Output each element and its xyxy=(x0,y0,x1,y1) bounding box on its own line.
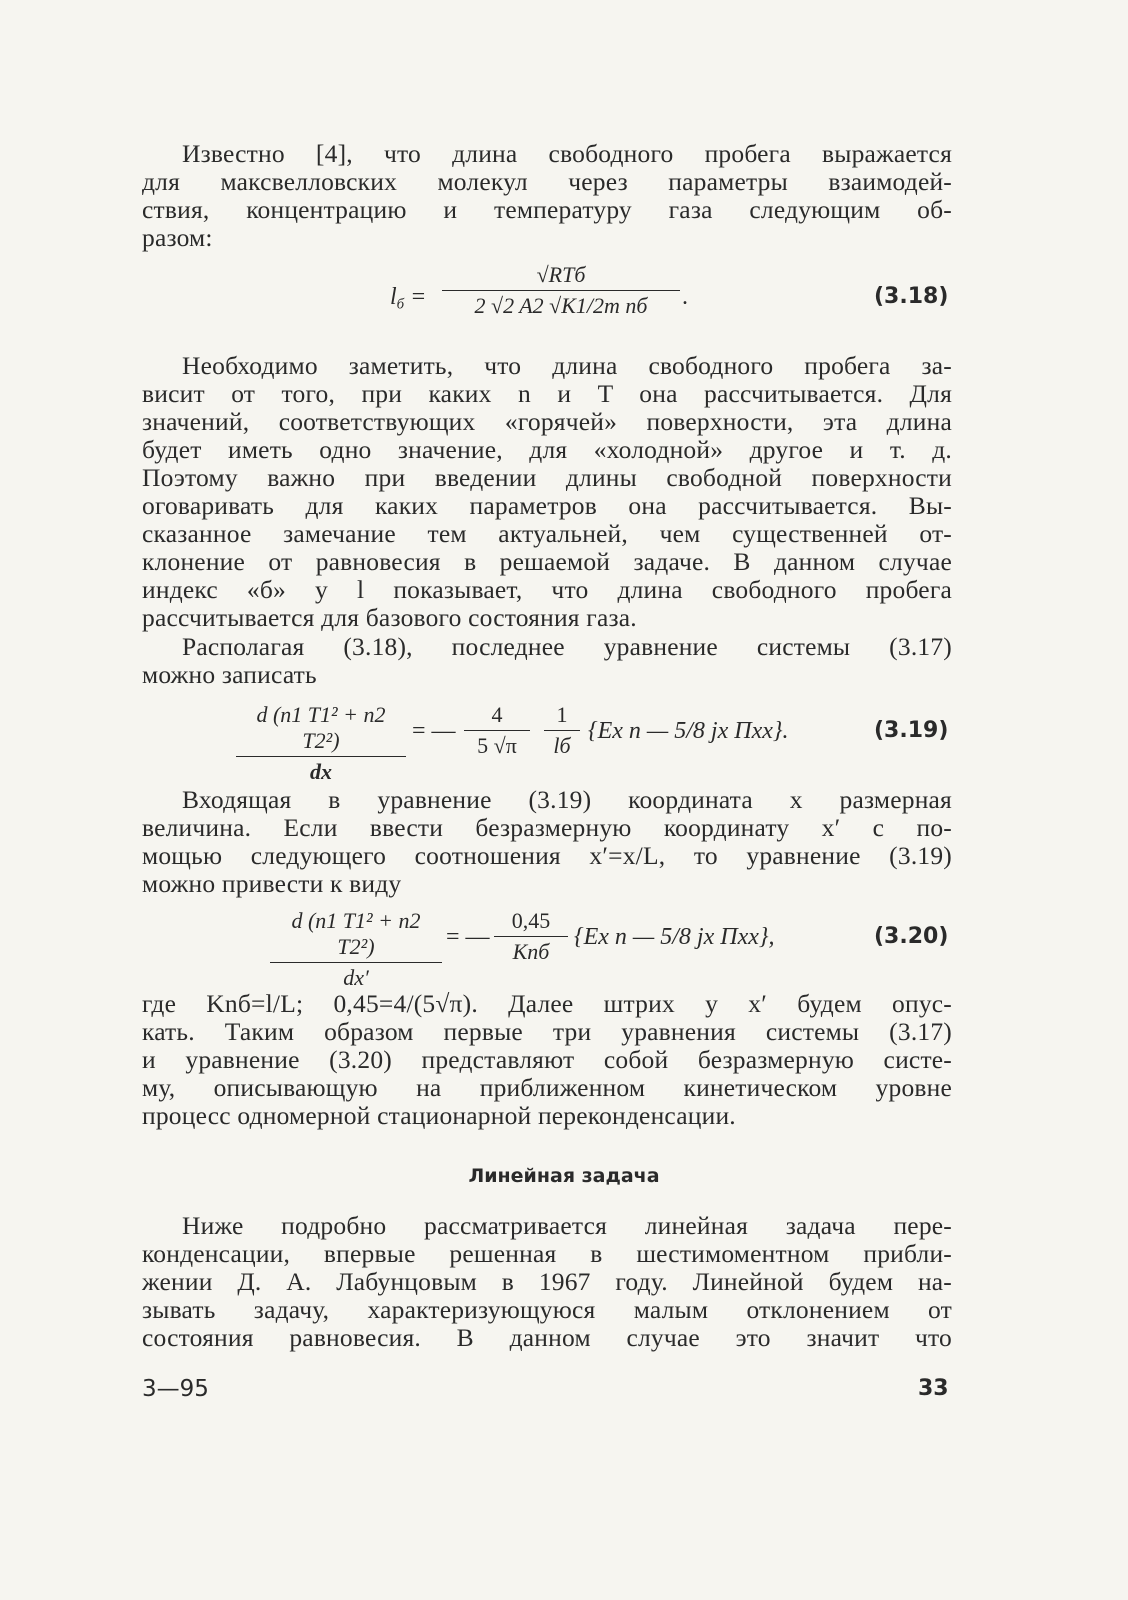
eq320-coef-denominator: Knб xyxy=(512,939,550,964)
eq318-lhs: $l_б$ = xyxy=(390,284,427,313)
text-line: висит от того, при каких n и T она рассчитывается. Для xyxy=(142,379,952,408)
eq320-coef-numerator: 0,45 xyxy=(511,908,551,933)
eq319-braces: {Ex n — 5/8 jx Πxx}. xyxy=(588,718,789,744)
text-line: величина. Если ввести безразмерную координату x′ с по- xyxy=(142,813,952,842)
paragraph-linear-problem xyxy=(142,1212,952,1352)
text-line: конденсации, впервые решенная в шестимоментном прибли- xyxy=(142,1239,952,1268)
equation-3-19: d (n1 T1² + n2 T2²) dx = — 4 5 √π 1 lб {Ex n — 5/8 jx Πxx}. (3.19) xyxy=(142,702,952,782)
text-line: состояния равновесия. В данном случае это значит что xyxy=(142,1323,952,1352)
paragraph-dimensionless xyxy=(142,786,952,898)
text-line: для максвелловских молекул через параметры взаимодей- xyxy=(142,167,952,196)
text-line: рассчитывается для базового состояния газа. xyxy=(142,603,637,632)
eq319-inv-l-numerator: 1 xyxy=(556,702,568,727)
text-line: Поэтому важно при введении длины свободной поверхности xyxy=(142,463,952,492)
equation-3-18: $l_б$ = √RTб 2 √2 A2 √K1/2m nб . (3.18) xyxy=(390,262,949,318)
text-line: жении Д. А. Лабунцовым в 1967 году. Линейной будем на- xyxy=(142,1267,952,1296)
eq319-lhs-numerator: d (n1 T1² + n2 T2²) xyxy=(256,702,386,753)
text-line: кать. Таким образом первые три уравнения системы (3.17) xyxy=(142,1017,952,1046)
eq320-braces: {Ex n — 5/8 jx Πxx}, xyxy=(574,924,775,950)
text-line: разом: xyxy=(142,223,213,252)
paragraph-system-ref xyxy=(142,633,952,689)
eq318-numerator: √RTб xyxy=(536,262,586,287)
paragraph-intro xyxy=(142,140,952,252)
text-line: му, описывающую на приближенном кинетическом уровне xyxy=(142,1073,952,1102)
page-number: 33 xyxy=(918,1376,949,1401)
eq319-inv-l-denominator: lб xyxy=(553,733,571,758)
eq319-lhs-denominator: dx xyxy=(310,759,332,784)
eq320-coef-fraction xyxy=(494,908,568,965)
equation-number: (3.20) xyxy=(874,924,949,949)
equation-3-20: d (n1 T1² + n2 T2²) dx′ = — 0,45 Knб {Ex n — 5/8 jx Πxx}, (3.20) xyxy=(142,908,952,988)
text-line: значений, соответствующих «горячей» поверхности, эта длина xyxy=(142,407,952,436)
paragraph-system-summary xyxy=(142,990,952,1130)
eq319-coef-denominator: 5 √π xyxy=(477,733,517,758)
text-line: зывать задачу, характеризующуюся малым отклонением от xyxy=(142,1295,952,1324)
paragraph-free-path-note xyxy=(142,352,952,632)
text-line: клонение от равновесия в решаемой задаче. В данном случае xyxy=(142,547,952,576)
text-line: Ниже подробно рассматривается линейная задача пере- xyxy=(182,1211,952,1240)
text-line: мощью следующего соотношения x′=x/L, то уравнение (3.19) xyxy=(142,841,952,870)
text-line: сказанное замечание тем актуальней, чем существенней от- xyxy=(142,519,952,548)
eq320-lhs-fraction xyxy=(270,908,442,991)
text-line: Входящая в уравнение (3.19) координата x размерная xyxy=(182,785,952,814)
text-line: можно записать xyxy=(142,660,317,689)
eq318-fraction xyxy=(442,262,680,319)
printer-signature: 3—95 xyxy=(142,1376,209,1402)
text-line: Известно [4], что длина свободного пробега выражается xyxy=(182,139,952,168)
text-line: оговаривать для каких параметров она рассчитывается. Вы- xyxy=(142,491,952,520)
text-line: будет иметь одно значение, для «холодной» другое и т. д. xyxy=(142,435,952,464)
eq318-denominator: 2 √2 A2 √K1/2m nб xyxy=(474,293,648,318)
eq319-lhs-fraction xyxy=(236,702,406,785)
text-line: Располагая (3.18), последнее уравнение системы (3.17) xyxy=(182,632,952,661)
text-line: и уравнение (3.20) представляют собой безразмерную систе- xyxy=(142,1045,952,1074)
equation-number: (3.19) xyxy=(874,718,949,743)
eq319-inv-l-fraction xyxy=(544,702,580,759)
section-heading: Линейная задача xyxy=(468,1165,660,1187)
text-line: Необходимо заметить, что длина свободного пробега за- xyxy=(182,351,952,380)
eq319-coef-numerator: 4 xyxy=(491,702,503,727)
equation-number: (3.18) xyxy=(874,284,949,309)
text-line: процесс одномерной стационарной переконденсации. xyxy=(142,1101,736,1130)
text-line: можно привести к виду xyxy=(142,869,402,898)
eq320-lhs-denominator: dx′ xyxy=(343,965,369,990)
eq320-lhs-numerator: d (n1 T1² + n2 T2²) xyxy=(291,908,421,959)
text-line: индекс «б» у l показывает, что длина свободного пробега xyxy=(142,575,952,604)
eq319-coef-fraction xyxy=(464,702,530,759)
text-line: ствия, концентрацию и температуру газа следующим об- xyxy=(142,195,952,224)
text-line: где Knб=l/L; 0,45=4/(5√π). Далее штрих у x′ будем опус- xyxy=(142,989,952,1018)
